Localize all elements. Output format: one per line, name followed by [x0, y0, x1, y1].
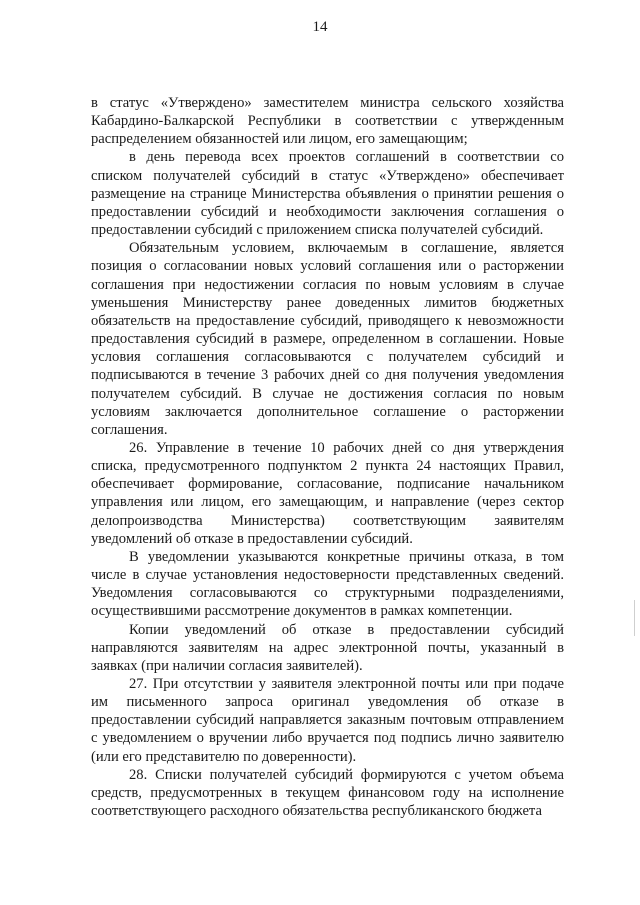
- paragraph-notification-reasons: В уведомлении указываются конкретные причины отказа, в том числе в случае установления недостоверности представленных сведений. Уведомления согласовываются со структурными подразделениями, осуществившими рассмотрение документов в рамках компетенции.: [91, 548, 564, 620]
- paragraph-notification-copies: Копии уведомлений об отказе в предоставлении субсидий направляются заявителям на адрес электронной почты, указанный в заявках (при наличии согласия заявителей).: [91, 621, 564, 674]
- paragraph-item-26: 26. Управление в течение 10 рабочих дней со дня утверждения списка, предусмотренного подпунктом 2 пункта 24 настоящих Правил, обеспечивает формирование, согласование, подписание начальником управления или лицом, его замещающим, и направление (через сектор делопроизводства Министерства) соответствующим заявителям уведомлений об отказе в предоставлении субсидий.: [91, 439, 564, 547]
- paragraph-item-28: 28. Списки получателей субсидий формируются с учетом объема средств, предусмотренных в текущем финансовом году на исполнение соответствующего расходного обязательства республиканского бюджета: [91, 766, 564, 820]
- paragraph-mandatory-condition: Обязательным условием, включаемым в соглашение, является позиция о согласовании новых условий соглашения или о расторжении соглашения при недостижении согласия по новым условиям в случае уменьшения Министерству ранее доведенных лимитов бюджетных обязательств на предоставление субсидий, приводящего к невозможности предоставления субсидий в размере, определенном в соглашении. Новые условия соглашения согласовываются с получателем субсидий и подписываются в течение 3 рабочих дней со дня получения уведомления получателем субсидий. В случае не достижения согласия по новым условиям заключается дополнительное соглашение о расторжении соглашения.: [91, 240, 564, 438]
- paragraph-continuation: в статус «Утверждено» заместителем министра сельского хозяйства Кабардино-Балкарской Республики в соответствии с утвержденным распределением обязанностей или лицом, его замещающим;: [91, 95, 564, 148]
- document-body: [91, 94, 564, 820]
- paragraph-item-27: 27. При отсутствии у заявителя электронной почты или при подаче им письменного запроса оригинал уведомления об отказе в предоставлении субсидий направляется заказным почтовым отправлением с уведомлением о вручении либо вручается под подпись лично заявителю (или его представителю по доверенности).: [91, 676, 564, 765]
- scan-edge-mark: [634, 600, 635, 636]
- paragraph-publication-day: в день перевода всех проектов соглашений в соответствии со списком получателей субсидий в статус «Утверждено» обеспечивает размещение на странице Министерства объявления о принятии решения о предоставлении субсидий и необходимости заключения соглашения о предоставлении субсидий с приложением списка получателей субсидий.: [91, 149, 564, 239]
- page-number: 14: [312, 19, 328, 35]
